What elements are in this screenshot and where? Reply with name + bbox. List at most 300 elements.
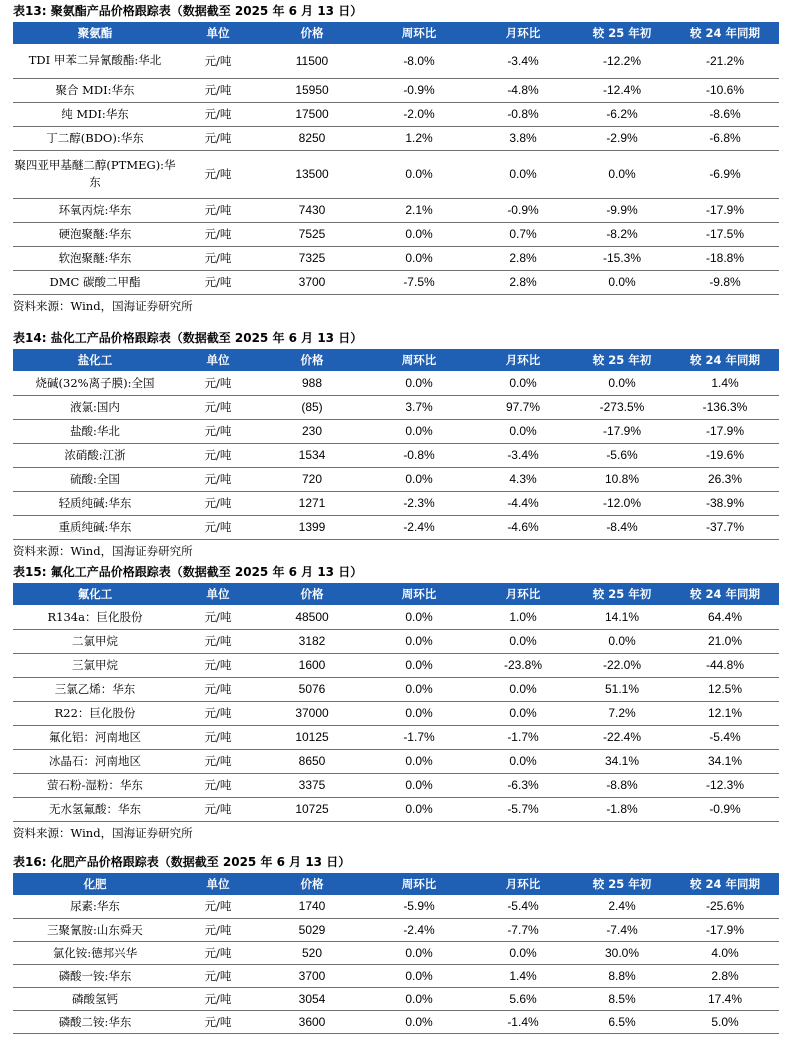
cell-monthly-change: 2.8% [473,246,573,270]
cell-ytd-change: -8.8% [573,773,671,797]
table-row [13,491,779,515]
cell-unit: 元/吨 [177,895,259,918]
column-header-price: 价格 [300,353,324,367]
column-header-price: 价格 [300,877,324,891]
cell-yoy-change: -6.8% [671,126,779,150]
cell-name: DMC 碳酸二甲酯 [13,270,177,294]
column-header-ytd-change: 较 25 年初 [592,587,652,601]
cell-monthly-change: -4.8% [473,78,573,102]
table-row [13,987,779,1010]
header-row [13,583,779,605]
column-header-ytd-change: 较 25 年初 [592,353,652,367]
cell-yoy-change: -17.5% [671,222,779,246]
cell-monthly-change: 0.0% [473,749,573,773]
cell-name: 液氯:国内 [13,395,177,419]
cell-weekly-change: 0.0% [365,677,473,701]
cell-name: 轻质纯碱:华东 [13,491,177,515]
cell-yoy-change: -38.9% [671,491,779,515]
price-table [13,22,779,295]
cell-price: 7525 [259,222,365,246]
cell-yoy-change: 1.4% [671,371,779,395]
cell-price: 3700 [259,270,365,294]
cell-weekly-change: 2.1% [365,198,473,222]
cell-yoy-change: -5.4% [671,725,779,749]
cell-price: 48500 [259,605,365,629]
cell-unit: 元/吨 [177,246,259,270]
cell-ytd-change: 14.1% [573,605,671,629]
cell-price: 3375 [259,773,365,797]
table-caption [13,851,779,873]
cell-monthly-change: -0.8% [473,102,573,126]
cell-unit: 元/吨 [177,467,259,491]
cell-ytd-change: 34.1% [573,749,671,773]
cell-unit: 元/吨 [177,677,259,701]
cell-unit: 元/吨 [177,725,259,749]
column-header-yoy-change: 较 24 年同期 [689,877,760,891]
cell-name: 重质纯碱:华东 [13,515,177,539]
cell-monthly-change: -6.3% [473,773,573,797]
cell-price: 720 [259,467,365,491]
column-header-monthly-change: 月环比 [505,26,541,40]
table-row [13,918,779,941]
cell-unit: 元/吨 [177,918,259,941]
cell-monthly-change: -7.7% [473,918,573,941]
cell-unit: 元/吨 [177,653,259,677]
cell-unit: 元/吨 [177,150,259,198]
cell-ytd-change: 7.2% [573,701,671,725]
cell-name: 烧碱(32%离子膜):全国 [13,371,177,395]
column-header-monthly-change: 月环比 [505,587,541,601]
cell-monthly-change: 1.4% [473,964,573,987]
column-header-ytd-change: 较 25 年初 [592,26,652,40]
cell-yoy-change: -17.9% [671,198,779,222]
cell-weekly-change: -0.9% [365,78,473,102]
cell-weekly-change: 1.2% [365,126,473,150]
cell-name: 聚合 MDI:华东 [13,78,177,102]
header-row [13,349,779,371]
cell-weekly-change: 0.0% [365,653,473,677]
cell-weekly-change: 0.0% [365,246,473,270]
table-row [13,467,779,491]
cell-unit: 元/吨 [177,797,259,821]
column-header-price: 价格 [300,26,324,40]
cell-weekly-change: 0.0% [365,749,473,773]
cell-ytd-change: -12.4% [573,78,671,102]
cell-monthly-change: -5.7% [473,797,573,821]
cell-ytd-change: -22.4% [573,725,671,749]
table-row [13,1010,779,1033]
cell-name: 硬泡聚醚:华东 [13,222,177,246]
cell-yoy-change: -44.8% [671,653,779,677]
cell-unit: 元/吨 [177,964,259,987]
column-header-unit: 单位 [206,587,230,601]
cell-unit: 元/吨 [177,605,259,629]
table-row [13,443,779,467]
cell-monthly-change: 3.8% [473,126,573,150]
cell-monthly-change: -1.4% [473,1010,573,1033]
cell-ytd-change: -2.9% [573,126,671,150]
cell-yoy-change: 17.4% [671,987,779,1010]
cell-price: 3182 [259,629,365,653]
cell-unit: 元/吨 [177,629,259,653]
cell-ytd-change: -9.9% [573,198,671,222]
cell-name: 磷酸二铵:华东 [13,1010,177,1033]
cell-weekly-change: 0.0% [365,964,473,987]
table-row [13,150,779,198]
cell-name: R22：巨化股份 [13,701,177,725]
cell-price: 11500 [259,44,365,78]
cell-monthly-change: 2.8% [473,270,573,294]
cell-price: 10725 [259,797,365,821]
cell-unit: 元/吨 [177,749,259,773]
table-block-salt-chemicals [13,327,779,562]
cell-weekly-change: -5.9% [365,895,473,918]
cell-unit: 元/吨 [177,1010,259,1033]
cell-unit: 元/吨 [177,395,259,419]
column-header-yoy-change: 较 24 年同期 [689,353,760,367]
cell-monthly-change: 0.0% [473,677,573,701]
table-row [13,725,779,749]
cell-price: 1534 [259,443,365,467]
source-note: 资料来源：Wind，国海证券研究所 [13,825,193,840]
cell-price: 1271 [259,491,365,515]
cell-weekly-change: 0.0% [365,1010,473,1033]
cell-weekly-change: -0.8% [365,443,473,467]
caption-title: 化肥产品价格跟踪表（数据截至 2025 年 6 月 13 日） [50,855,351,869]
cell-unit: 元/吨 [177,371,259,395]
cell-price: 988 [259,371,365,395]
column-header-ytd-change: 较 25 年初 [592,877,652,891]
column-header-weekly-change: 周环比 [401,587,437,601]
table-caption [13,327,779,349]
cell-name: 无水氢氟酸：华东 [13,797,177,821]
cell-yoy-change: -21.2% [671,44,779,78]
cell-weekly-change: 0.0% [365,987,473,1010]
cell-yoy-change: -12.3% [671,773,779,797]
table-row [13,126,779,150]
cell-monthly-change: -0.9% [473,198,573,222]
cell-name: 三聚氰胺:山东舜天 [13,918,177,941]
cell-weekly-change: 0.0% [365,419,473,443]
cell-ytd-change: -12.2% [573,44,671,78]
cell-unit: 元/吨 [177,222,259,246]
cell-yoy-change: -25.6% [671,895,779,918]
cell-ytd-change: -8.2% [573,222,671,246]
cell-name: 氯化铵:德邦兴华 [13,941,177,964]
table-row [13,797,779,821]
cell-name: 萤石粉-湿粉：华东 [13,773,177,797]
cell-weekly-change: 0.0% [365,941,473,964]
cell-price: 1600 [259,653,365,677]
cell-unit: 元/吨 [177,443,259,467]
table-row [13,605,779,629]
cell-yoy-change: 4.0% [671,941,779,964]
cell-yoy-change: -17.9% [671,419,779,443]
cell-weekly-change: 0.0% [365,467,473,491]
column-header-yoy-change: 较 24 年同期 [689,26,760,40]
table-row [13,246,779,270]
cell-weekly-change: 0.0% [365,222,473,246]
cell-monthly-change: -4.6% [473,515,573,539]
cell-yoy-change: 26.3% [671,467,779,491]
caption-number: 表16: [13,855,47,869]
cell-weekly-change: -2.4% [365,918,473,941]
cell-price: 5076 [259,677,365,701]
table-row [13,653,779,677]
table-block-polyurethane [13,0,779,317]
table-row [13,270,779,294]
cell-price: 8650 [259,749,365,773]
cell-ytd-change: -7.4% [573,918,671,941]
cell-yoy-change: -6.9% [671,150,779,198]
table-row [13,198,779,222]
cell-price: 520 [259,941,365,964]
table-row [13,629,779,653]
cell-yoy-change: 12.1% [671,701,779,725]
cell-monthly-change: 5.6% [473,987,573,1010]
cell-ytd-change: -22.0% [573,653,671,677]
cell-name: 尿素:华东 [13,895,177,918]
cell-yoy-change: 64.4% [671,605,779,629]
cell-yoy-change: -8.6% [671,102,779,126]
cell-ytd-change: -1.8% [573,797,671,821]
cell-ytd-change: 8.5% [573,987,671,1010]
cell-price: 1399 [259,515,365,539]
column-header-yoy-change: 较 24 年同期 [689,587,760,601]
cell-unit: 元/吨 [177,419,259,443]
header-row [13,873,779,895]
cell-ytd-change: -5.6% [573,443,671,467]
table-row [13,749,779,773]
cell-unit: 元/吨 [177,126,259,150]
cell-name: 环氧丙烷:华东 [13,198,177,222]
column-header-name: 化肥 [83,877,107,891]
cell-price: 15950 [259,78,365,102]
table-caption [13,0,779,22]
cell-yoy-change: -0.9% [671,797,779,821]
cell-monthly-change: -3.4% [473,44,573,78]
cell-monthly-change: 0.0% [473,419,573,443]
cell-price: 8250 [259,126,365,150]
cell-name: 硫酸:全国 [13,467,177,491]
cell-price: 7430 [259,198,365,222]
table-row [13,419,779,443]
column-header-weekly-change: 周环比 [401,877,437,891]
cell-yoy-change: -9.8% [671,270,779,294]
table-row [13,895,779,918]
cell-ytd-change: -8.4% [573,515,671,539]
cell-yoy-change: 34.1% [671,749,779,773]
cell-monthly-change: 0.0% [473,629,573,653]
table-row [13,78,779,102]
table-row [13,677,779,701]
column-header-monthly-change: 月环比 [505,353,541,367]
cell-price: 37000 [259,701,365,725]
column-header-name: 聚氨酯 [77,26,113,40]
cell-price: 1740 [259,895,365,918]
cell-price: 3700 [259,964,365,987]
cell-unit: 元/吨 [177,701,259,725]
cell-weekly-change: 0.0% [365,773,473,797]
cell-weekly-change: 0.0% [365,371,473,395]
table-row [13,222,779,246]
price-table [13,873,779,1034]
cell-ytd-change: 0.0% [573,270,671,294]
caption-title: 盐化工产品价格跟踪表（数据截至 2025 年 6 月 13 日） [50,331,363,345]
cell-unit: 元/吨 [177,270,259,294]
cell-ytd-change: 0.0% [573,371,671,395]
cell-monthly-change: -5.4% [473,895,573,918]
cell-unit: 元/吨 [177,773,259,797]
column-header-weekly-change: 周环比 [401,26,437,40]
cell-monthly-change: 0.7% [473,222,573,246]
cell-weekly-change: 0.0% [365,701,473,725]
table-caption [13,561,779,583]
cell-yoy-change: -17.9% [671,918,779,941]
cell-weekly-change: 0.0% [365,605,473,629]
cell-yoy-change: 12.5% [671,677,779,701]
cell-monthly-change: -4.4% [473,491,573,515]
cell-price: 3600 [259,1010,365,1033]
cell-name: 磷酸一铵:华东 [13,964,177,987]
cell-monthly-change: -23.8% [473,653,573,677]
cell-yoy-change: -18.8% [671,246,779,270]
cell-ytd-change: 8.8% [573,964,671,987]
column-header-unit: 单位 [206,877,230,891]
table-row [13,515,779,539]
cell-name: 纯 MDI:华东 [13,102,177,126]
cell-name: R134a：巨化股份 [13,605,177,629]
cell-name: 软泡聚醚:华东 [13,246,177,270]
column-header-weekly-change: 周环比 [401,353,437,367]
cell-ytd-change: -12.0% [573,491,671,515]
cell-name: 聚四亚甲基醚二醇(PTMEG):华东 [13,150,177,198]
column-header-price: 价格 [300,587,324,601]
caption-number: 表15: [13,565,47,579]
cell-weekly-change: 0.0% [365,150,473,198]
table-row [13,395,779,419]
cell-weekly-change: 0.0% [365,797,473,821]
cell-name: 丁二醇(BDO):华东 [13,126,177,150]
cell-name: TDI 甲苯二异氰酸酯:华北 [13,44,177,78]
cell-monthly-change: 0.0% [473,941,573,964]
cell-weekly-change: -1.7% [365,725,473,749]
cell-monthly-change: 1.0% [473,605,573,629]
cell-monthly-change: 0.0% [473,150,573,198]
cell-name: 氟化铝：河南地区 [13,725,177,749]
cell-ytd-change: -6.2% [573,102,671,126]
cell-name: 冰晶石：河南地区 [13,749,177,773]
column-header-name: 氟化工 [77,587,113,601]
cell-name: 浓硝酸:江浙 [13,443,177,467]
cell-weekly-change: -8.0% [365,44,473,78]
cell-name: 三氯乙烯：华东 [13,677,177,701]
cell-price: 7325 [259,246,365,270]
cell-unit: 元/吨 [177,44,259,78]
cell-yoy-change: 2.8% [671,964,779,987]
cell-ytd-change: 0.0% [573,629,671,653]
cell-unit: 元/吨 [177,941,259,964]
table-block-fertilizers [13,851,779,1034]
price-table [13,349,779,540]
cell-ytd-change: 51.1% [573,677,671,701]
cell-price: 3054 [259,987,365,1010]
table-row [13,371,779,395]
cell-price: 17500 [259,102,365,126]
cell-yoy-change: -19.6% [671,443,779,467]
cell-name: 三氯甲烷 [13,653,177,677]
table-row [13,102,779,126]
cell-yoy-change: 21.0% [671,629,779,653]
cell-monthly-change: 97.7% [473,395,573,419]
column-header-unit: 单位 [206,26,230,40]
cell-ytd-change: 0.0% [573,150,671,198]
table-row [13,44,779,78]
cell-ytd-change: -15.3% [573,246,671,270]
cell-yoy-change: -10.6% [671,78,779,102]
cell-weekly-change: -2.4% [365,515,473,539]
cell-monthly-change: -3.4% [473,443,573,467]
cell-weekly-change: 0.0% [365,629,473,653]
cell-monthly-change: 0.0% [473,371,573,395]
cell-unit: 元/吨 [177,198,259,222]
column-header-monthly-change: 月环比 [505,877,541,891]
cell-name: 二氯甲烷 [13,629,177,653]
cell-weekly-change: 3.7% [365,395,473,419]
cell-unit: 元/吨 [177,102,259,126]
cell-price: 13500 [259,150,365,198]
cell-yoy-change: -37.7% [671,515,779,539]
cell-ytd-change: 10.8% [573,467,671,491]
column-header-name: 盐化工 [77,353,113,367]
caption-number: 表13: [13,4,47,18]
caption-number: 表14: [13,331,47,345]
column-header-unit: 单位 [206,353,230,367]
cell-monthly-change: -1.7% [473,725,573,749]
source-note: 资料来源：Wind，国海证券研究所 [13,298,193,313]
table-row [13,964,779,987]
cell-ytd-change: -273.5% [573,395,671,419]
cell-price: 230 [259,419,365,443]
table-block-fluorochemicals [13,561,779,844]
cell-ytd-change: 6.5% [573,1010,671,1033]
table-row [13,941,779,964]
cell-unit: 元/吨 [177,515,259,539]
cell-ytd-change: 30.0% [573,941,671,964]
cell-unit: 元/吨 [177,78,259,102]
cell-ytd-change: 2.4% [573,895,671,918]
cell-price: (85) [259,395,365,419]
caption-title: 氟化工产品价格跟踪表（数据截至 2025 年 6 月 13 日） [50,565,363,579]
cell-unit: 元/吨 [177,491,259,515]
cell-name: 磷酸氢钙 [13,987,177,1010]
cell-weekly-change: -2.3% [365,491,473,515]
cell-name: 盐酸:华北 [13,419,177,443]
cell-unit: 元/吨 [177,987,259,1010]
cell-yoy-change: -136.3% [671,395,779,419]
table-row [13,773,779,797]
cell-ytd-change: -17.9% [573,419,671,443]
cell-weekly-change: -2.0% [365,102,473,126]
price-table [13,583,779,822]
caption-title: 聚氨酯产品价格跟踪表（数据截至 2025 年 6 月 13 日） [50,4,363,18]
cell-monthly-change: 4.3% [473,467,573,491]
cell-price: 10125 [259,725,365,749]
table-row [13,701,779,725]
cell-weekly-change: -7.5% [365,270,473,294]
header-row [13,22,779,44]
source-note: 资料来源：Wind，国海证券研究所 [13,543,193,558]
